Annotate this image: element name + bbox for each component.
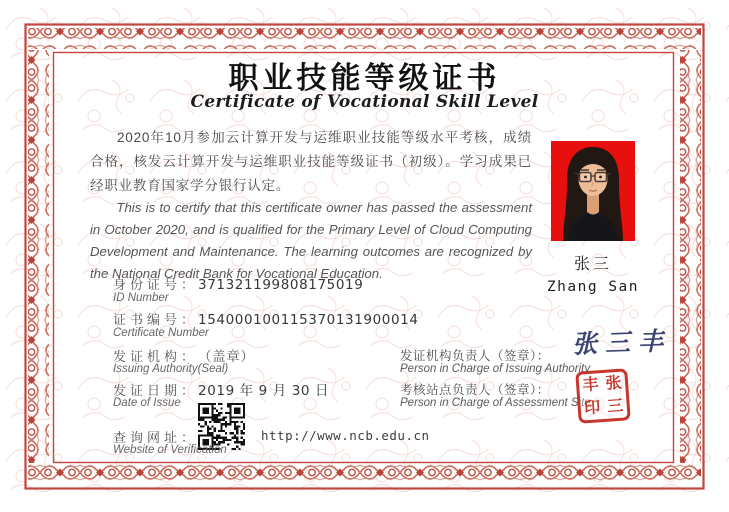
holder-photo xyxy=(551,141,635,241)
field-sublabel: Date of Issue xyxy=(113,397,181,409)
field-id-number xyxy=(113,274,363,293)
field-value: 2019 年 9 月 30 日 xyxy=(198,383,330,399)
field-value: （盖章） xyxy=(198,349,255,364)
summary-paragraph-zh: 2020年10月参加云计算开发与运维职业技能等级水平考核，成绩合格，核发云计算开发与运维职业技能等级证书（初级）。学习成果已经职业教育国家学分银行认定。 xyxy=(90,130,532,193)
field-label: 查询网址： xyxy=(113,430,199,445)
qr-code xyxy=(198,403,245,450)
certificate-title-zh: 职业技能等级证书 xyxy=(228,62,501,95)
holder-name-zh: 张三 xyxy=(573,256,612,273)
field-label: 证书编号： xyxy=(113,312,199,327)
assessment-person-label: 考核站点负责人（签章）： xyxy=(400,383,550,397)
field-sublabel: Website of Verification xyxy=(113,444,227,456)
field-sublabel: ID Number xyxy=(113,292,169,304)
field-label: 发证日期： xyxy=(113,383,199,398)
field-label: 身份证号： xyxy=(113,277,199,292)
issuing-person-sublabel: Person in Charge of Issuing Authority xyxy=(400,363,591,375)
field-issuing-authority xyxy=(113,345,254,365)
holder-name-en: Zhang San xyxy=(546,279,640,295)
seal-char: 印 xyxy=(583,398,601,417)
field-label: 发证机构： xyxy=(113,349,199,364)
field-certificate-number xyxy=(113,309,419,328)
summary-paragraph-en: This is to certify that this certificate owner has passed the assessment in October 2020, and is qualified for the Primary Level of Cloud Computing Development and Maintenance. The learning outcomes are recognized by the National Credit Bank for Vocational Education. xyxy=(90,200,532,281)
field-sublabel: Issuing Authority(Seal) xyxy=(113,363,229,375)
field-value: 371321199808175019 xyxy=(198,277,364,293)
seal-char: 张 xyxy=(605,374,623,393)
field-value: 154000100115370131900014 xyxy=(198,312,419,328)
certificate-title-en: Certificate of Vocational Skill Level xyxy=(190,92,539,112)
verification-url[interactable]: http://www.ncb.edu.cn xyxy=(261,428,430,443)
seal-char: 丰 xyxy=(582,375,600,394)
assessment-person-sublabel: Person in Charge of Assessment Site xyxy=(400,397,591,409)
issuing-person-label: 发证机构负责人（签章）： xyxy=(400,349,550,363)
handwritten-signature: 张三丰 xyxy=(571,326,672,359)
field-date-of-issue xyxy=(113,379,329,399)
field-sublabel: Certificate Number xyxy=(113,327,209,339)
red-seal-stamp xyxy=(575,368,631,424)
seal-char: 三 xyxy=(606,397,624,416)
